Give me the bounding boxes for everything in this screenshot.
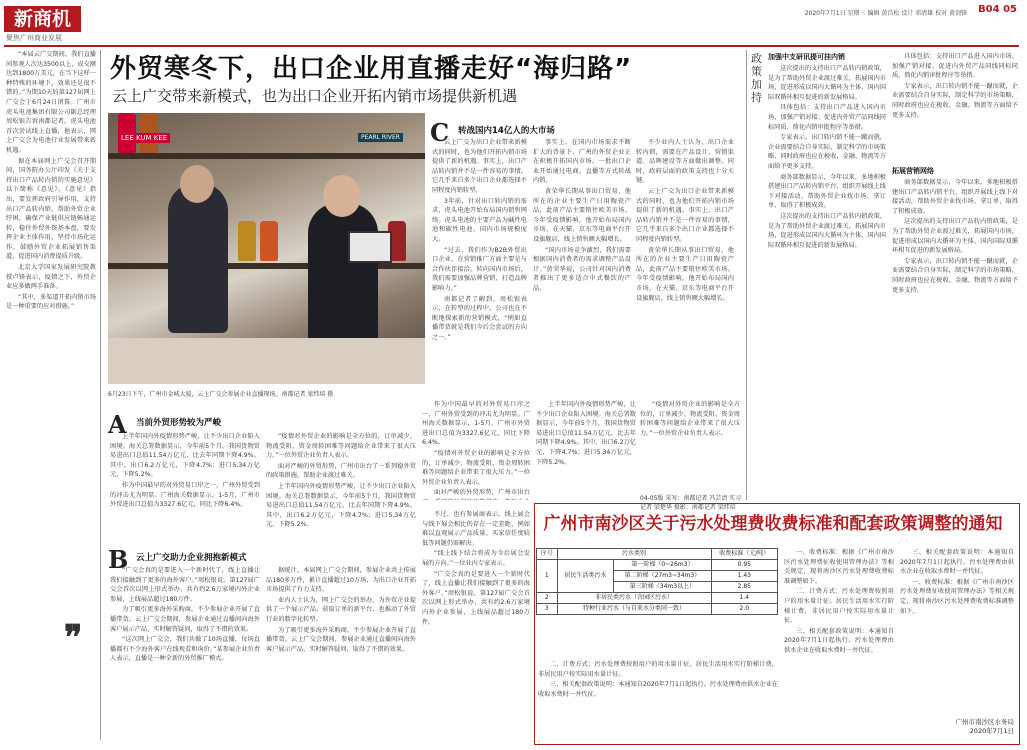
table-cell: 2 (537, 593, 558, 604)
policy-col-1 (768, 64, 886, 500)
masthead-logo: 新商机 (4, 6, 81, 32)
photo-sign: LEE KUM KEE (118, 133, 170, 143)
paragraph: 一、收费标准：根据《广州市南沙区污水处理费征收使用管理办法》等相关规定，现将南沙区污水处理费收费标准调整如下。 (784, 549, 894, 585)
section-b-col-2 (266, 566, 416, 744)
paragraph: 作为中国最早的对外贸易口岸之一，广州外贸受到的冲击尤为明显。广州海关数据显示，1-5月，广州市外贸进出口总值为3327.6亿元，同比下降6.4%。 (110, 481, 260, 509)
policy-heading-1: 加强中支研讯提可挂内销 (768, 53, 845, 61)
section-b-col-1 (110, 566, 260, 744)
quote-mark-icon: ❞ (64, 618, 83, 658)
section-a-col-1 (110, 432, 260, 532)
table-cell: 3 (537, 604, 558, 615)
section-a-letter: A (108, 410, 127, 439)
paragraph: “这次网上广交会，我们共做了10场直播，每场直播都有不少海外客户在线观看和询价。”某参展企业负责人表示，直播是一种全新的外贸推广模式。 (110, 636, 260, 663)
paragraph: 一、收费标准：根据《广州市南沙区污水处理费征收使用管理办法》等相关规定，现将南沙区污水处理费收费标准调整如下。 (900, 578, 1014, 615)
section-a-col-2 (266, 432, 416, 532)
paragraph: 上半年国内外疫情形势严峻，让不少出口企业陷入困境。海关总署数据显示，今年前5个月，我国货物贸易进出口总值11.54万亿元，比去年同期下降4.9%。其中，出口6.2万亿元，下降4.7%；进口5.34万亿元，下降5.2%。 (266, 482, 416, 529)
paragraph: 专家表示，出口转内销不能一蹴而就，企业需要结合自身实际，制定科学的市场策略，同时政府也应在税收、金融、物流等方面给予更多支持。 (768, 134, 886, 170)
paragraph: 三、相关配套政策说明：本通知自2020年7月1日起执行。污水处理费由供水企业在收取水费时一并代征。 (538, 681, 778, 698)
table-header: 收费标准（元/吨） (711, 549, 777, 560)
table-cell: 第一阶梯（0~26m3） (614, 560, 711, 571)
table-cell: 第三阶梯（34m3以上） (614, 582, 711, 593)
paragraph: 这次提出的支持出口产品转内销政策，是为了帮助外贸企业渡过难关，拓展国内市场，促进形成以国内大循环为主体、国内国际双循环相互促进的新发展格局。 (892, 218, 1018, 255)
section-c-heading: 转战国内14亿人的大市场 (458, 126, 555, 136)
paragraph: 具体包括：支持出口产品进入国内市场、加强产销对接、促进内外贸产品同线同标同质、简化内销审批程序等举措。 (892, 53, 1018, 80)
table-cell: 1.43 (711, 571, 777, 582)
policy-vertical-heading: 政策加持 (751, 52, 762, 104)
paragraph: 业内人士认为，网上广交会的举办，为外贸企业提供了一个展示产品、获取订单的新平台，也推动了外贸行业的数字化转型。 (266, 596, 416, 623)
table-header: 序号 (537, 549, 558, 560)
paragraph: 商务部数据显示，今年以来，多地积极搭建出口产品转内销平台，组织开展线上线下对接活动，帮助外贸企业找市场、拿订单，取得了积极成效。 (892, 179, 1018, 215)
section-c-letter: C (430, 118, 450, 147)
section-a-col-5 (640, 400, 740, 492)
notice-col-3 (900, 548, 1014, 708)
notice-signature: 广州市南沙区水务局 2020年7月1日 (955, 718, 1014, 735)
paragraph: 面对严峻的外贸形势，广州市出台 (434, 489, 530, 497)
paragraph: 这次提出的支持出口产品转内销政策，是为了帮助外贸企业渡过难关，拓展国内市场，促进形成以国内大循环为主体、国内国际双循环相互促进的新发展格局。 (768, 212, 886, 249)
paragraph: 3年前，针对出口转内销的需求，虎头电池开始布局国内销售网络。虎头电池的主要产品为碱性电池和碳性电池，国内市场规模庞大。 (432, 197, 527, 243)
masthead-tagline: 聚焦广州商业发展 (6, 34, 62, 42)
paragraph: 南都记者了解到，周松银表示，在转型的过程中，公司也在不断地探索新的营销模式，“例如直播带货就是我们今后会尝试的方向之一。” (432, 295, 527, 341)
paragraph: 云上广交为出口企业带来新模式的同时，也为他们开拓内销市场提供了新的机遇。事实上，出口产品转内销并不是一件容易的事情，它几乎来自多个出口企业都选择不同程度内销转型。 (432, 139, 527, 194)
paragraph: 面对严峻的外贸形势，广州市出台了一系列稳外贸的政策措施，帮助企业渡过难关。 (266, 462, 416, 480)
photo-sign-2: PEARL RIVER (358, 133, 403, 142)
paragraph: “线上线下结合将成为今后展会发展的方向。”一位业内专家表示。 (422, 550, 530, 567)
section-c-col-3 (636, 138, 734, 386)
paragraph: 二、计费方式：污水处理费按照用户的用水量计征。居民生活用水实行阶梯计费，非居民用户按实际用水量计征。 (784, 588, 894, 625)
paragraph: “疫情对外贸企业的影响是全方位的，订单减少、物流受阻、资金周转困难等问题给企业带来了很大压力。”一位外贸企业负责人表示。 (640, 401, 740, 437)
policy-heading-2: 拓展营销网络 (892, 167, 934, 175)
intro-para-3: 北京大学国家发展研究院教授卢锋表示，疫情之下，外贸企业应多做两手准备。 (6, 264, 96, 291)
paragraph: 为了吸引更多海外采购商，不少参展企业开展了直播带货。云上广交会期间，参展企业通过直播间向海外客户展示产品，实时解答疑问，取得了不错的效果。 (110, 606, 260, 633)
byline: 04-05版 采写：南都记者 冯芸清 实习记者 梁楚华 摄影：南都记者 梁炜培 (640, 495, 742, 511)
column-divider (100, 50, 101, 740)
paragraph: 为了吸引更多海外采购商，不少参展企业开展了直播带货。云上广交会期间，参展企业通过直播间向海外客户展示产品，实时解答疑问，取得了不错的效果。 (266, 626, 416, 653)
intro-para-4: “其中，多渠道开拓内销市场是一种重要的应对措施。” (6, 293, 96, 311)
paragraph: 黄荣华长期从事出口贸易，他所在的企业主要生产日用陶瓷产品，此前产品主要销往欧美市场。今年受疫情影响，他开始布局国内市场，在天猫、京东等电商平台开设旗舰店，线上销售额大幅增长。 (533, 187, 631, 243)
table-cell: 2.0 (711, 604, 777, 615)
table-cell: 0.95 (711, 560, 777, 571)
paragraph: 不过，也有参展商表示，线上展会与线下展会相比仍存在一定差距，例如难以直观展示产品质量、买家信任度较低等问题仍需解决。 (422, 511, 530, 547)
paragraph: “广交会真的是要进入一个新时代了，线上直播让我们接触到了更多的海外客户。”周松银说。第127届广交会首次以网上形式举办，共有约2.6万家境内外企业参展，上线展品超过180万件。 (110, 567, 260, 603)
intro-para-1: “本届云广交期间，我们直播间参观人次达3500以上，成交额达到1800万美元，在当下这样一种特殊的环境下，效果还是很不错的。”为期10天的第127届网上广交会于6月24日闭幕。广州市虎头电池集团有限公司副总经理周松银告诉南都记者，虎头电池首次尝试线上直播，他表示，网上广交会为电池行业发展带来新机遇。 (6, 51, 96, 154)
table-row (537, 604, 778, 615)
paragraph: 作为中国最早的对外贸易口岸之一，广州外贸受到的冲击尤为明显。广州海关数据显示，1-5月，广州市外贸进出口总值为3327.6亿元，同比下降6.4%。 (422, 401, 530, 447)
paragraph: 黄荣华长期从事出口贸易，他所在的企业主要生产日用陶瓷产品，此前产品主要销往欧美市场。今年受疫情影响，他开始布局国内市场，在天猫、京东等电商平台开设旗舰店，线上销售额大幅增长。 (636, 246, 734, 302)
notice-title: 广州市南沙区关于污水处理费收费标准和配套政策调整的通知 (543, 514, 1003, 534)
paragraph: 二、计费方式：污水处理费按照用户的用水量计征。居民生活用水实行阶梯计费，非居民用户按实际用水量计征。 (538, 661, 778, 678)
paragraph: “国内市场竞争激烈，我们需要根据国内消费者的需求调整产品设计。”黄荣华说，公司针对国内消费者推出了更多适合中式餐饮的产品。 (533, 246, 631, 292)
paragraph: “广交会真的是要进入一个新时代了，线上直播让我们接触到了更多的海外客户。”周松银说。第127届广交会首次以网上形式举办，共有约2.6万家境内外企业参展，上线展品超过180万件。 (422, 570, 530, 626)
table-cell: 2.85 (711, 582, 777, 593)
section-b-col-3 (422, 510, 530, 744)
paragraph: “疫情对外贸企业的影响是全方位的，订单减少、物流受阻、资金周转困难等问题给企业带来了很大压力。”一位外贸企业负责人表示。 (422, 449, 530, 486)
notice-col-2 (784, 548, 894, 740)
masthead-meta: 2020年7月1日 星期三 编辑 黄昌松 设计 邓清雄 校对 黄剑锋 (804, 10, 967, 17)
table-cell: 1.4 (711, 593, 777, 604)
table-cell: 特种行业污水（与自来水分类同一致） (557, 604, 711, 615)
paragraph: 上半年国内外疫情形势严峻，让不少出口企业陷入困境。海关总署数据显示，今年前5个月，我国货物贸易进出口总值11.54万亿元，比去年同期下降4.9%。其中，出口6.2万亿元，下降4.7%；进口5.34万亿元，下降5.2%。 (536, 401, 636, 466)
fee-table (536, 548, 778, 615)
section-b-letter: B (108, 545, 129, 574)
table-cell: 1 (537, 560, 558, 593)
paragraph: 上半年国内外疫情形势严峻，让不少出口企业陷入困境。海关总署数据显示，今年前5个月，我国货物贸易进出口总值11.54万亿元，比去年同期下降4.9%。其中，出口6.2万亿元，下降4.7%；进口5.34万亿元，下降5.2%。 (110, 433, 260, 479)
photo-caption: 6月23日下午，广州市金城大厦，云上广交会参展企业直播现场。南都记者 梁炜培 摄 (108, 391, 334, 398)
column-divider (746, 50, 747, 500)
policy-col-2 (892, 52, 1018, 182)
paragraph: 云上广交为出口企业带来新模式的同时，也为他们开拓内销市场提供了新的机遇。事实上，出口产品转内销并不是一件容易的事情，它几乎来自多个出口企业都选择不同程度内销转型。 (636, 187, 734, 243)
section-a-col-4 (536, 400, 636, 500)
table-row (537, 549, 778, 560)
table-cell: 居民生活类污水 (557, 560, 614, 593)
paragraph: “过去，我们作为B2B外贸出口企业，在营销推广方面主要是与合作伙伴接洽。转向国内市场后，我们需要加强品牌营销，打造品牌影响力。” (432, 246, 527, 292)
intro-column (6, 50, 96, 610)
livestream-photo (108, 113, 425, 384)
intro-para-2: 据在本届网上广交会召开期间，国务院办公厅印发《关于支持出口产品转内销的实施意见》以下简称《意见》。《意见》指出，要发挥政府引导作用，支持出口产品转内销，帮助外贸企业纾困，确保产业链供应链畅通运转，稳住外贸外资基本盘，要发挥企业主体作用，坚持市场化运作，鼓励外贸企业拓展销售渠道，促进国内消费提质升级。 (6, 157, 96, 261)
article-title: 外贸寒冬下，出口企业用直播走好“海归路” (110, 54, 633, 84)
paragraph: 专家表示，出口转内销不能一蹴而就，企业需要结合自身实际，制定科学的市场策略，同时政府也应在税收、金融、物流等方面给予更多支持。 (892, 82, 1018, 119)
article-subtitle: 云上广交带来新模式，也为出口企业开拓内销市场提供新机遇 (112, 87, 518, 105)
table-row (537, 593, 778, 604)
paragraph: 具体包括：支持出口产品进入国内市场、加强产销对接、促进内外贸产品同线同标同质、简化内销审批程序等举措。 (768, 104, 886, 131)
section-a-heading: 当前外贸形势较为严峻 (136, 418, 222, 428)
table-cell: 非居民类污水（含园区污水） (557, 593, 711, 604)
paragraph: 不少业内人士认为，出口企业转内销，需要在产品设计、营销渠道、品牌建设等方面做出调整。同时，政府层面的政策支持也十分关键。 (636, 139, 734, 185)
paragraph: 事实上，在国内市场需求不断扩大的背景下，广州的外贸企业正在积极开拓国内市场，一批出口企业开始通过电商、直播等方式转战内销。 (533, 139, 631, 185)
page-number: B04 05 (978, 4, 1017, 15)
paragraph: 这次提出的支持出口产品转内销政策，是为了帮助外贸企业渡过难关，拓展国内市场，促进形成以国内大循环为主体、国内国际双循环相互促进的新发展格局。 (768, 65, 886, 101)
paragraph: 三、相关配套政策说明：本通知自2020年7月1日起执行。污水处理费由供水企业在收取水费时一并代征。 (900, 549, 1014, 576)
section-b-heading: 云上广交助力企业拥抱新模式 (136, 553, 247, 563)
section-c-col-1 (432, 138, 527, 386)
paragraph: 专家表示，出口转内销不能一蹴而就，企业需要结合自身实际，制定科学的市场策略，同时政府也应在税收、金融、物流等方面给予更多支持。 (892, 257, 1018, 294)
section-c-col-2 (533, 138, 631, 386)
table-header: 污水类别 (557, 549, 711, 560)
paragraph: 商务部数据显示，今年以来，多地积极搭建出口产品转内销平台，组织开展线上线下对接活动，帮助外贸企业找市场、拿订单，取得了积极成效。 (768, 173, 886, 210)
paragraph: 三、相关配套政策说明：本通知自2020年7月1日起执行。污水处理费由供水企业在收取水费时一并代征。 (784, 627, 894, 654)
notice-col-1 (538, 660, 778, 740)
table-cell: 第二阶梯（27m3~34m3） (614, 571, 711, 582)
section-a-col-3 (422, 400, 530, 500)
paragraph: 据统计，本届网上广交会期间，参展企业共上传展品180多万件，累计直播超过10万场，为出口企业开拓市场提供了有力支持。 (266, 567, 416, 594)
header-rule (4, 45, 1019, 47)
policy-col-3 (892, 178, 1018, 500)
paragraph: “疫情对外贸企业的影响是全方位的，订单减少、物流受阻、资金周转困难等问题给企业带来了很大压力。”一位外贸企业负责人表示。 (266, 433, 416, 460)
table-row (537, 560, 778, 571)
